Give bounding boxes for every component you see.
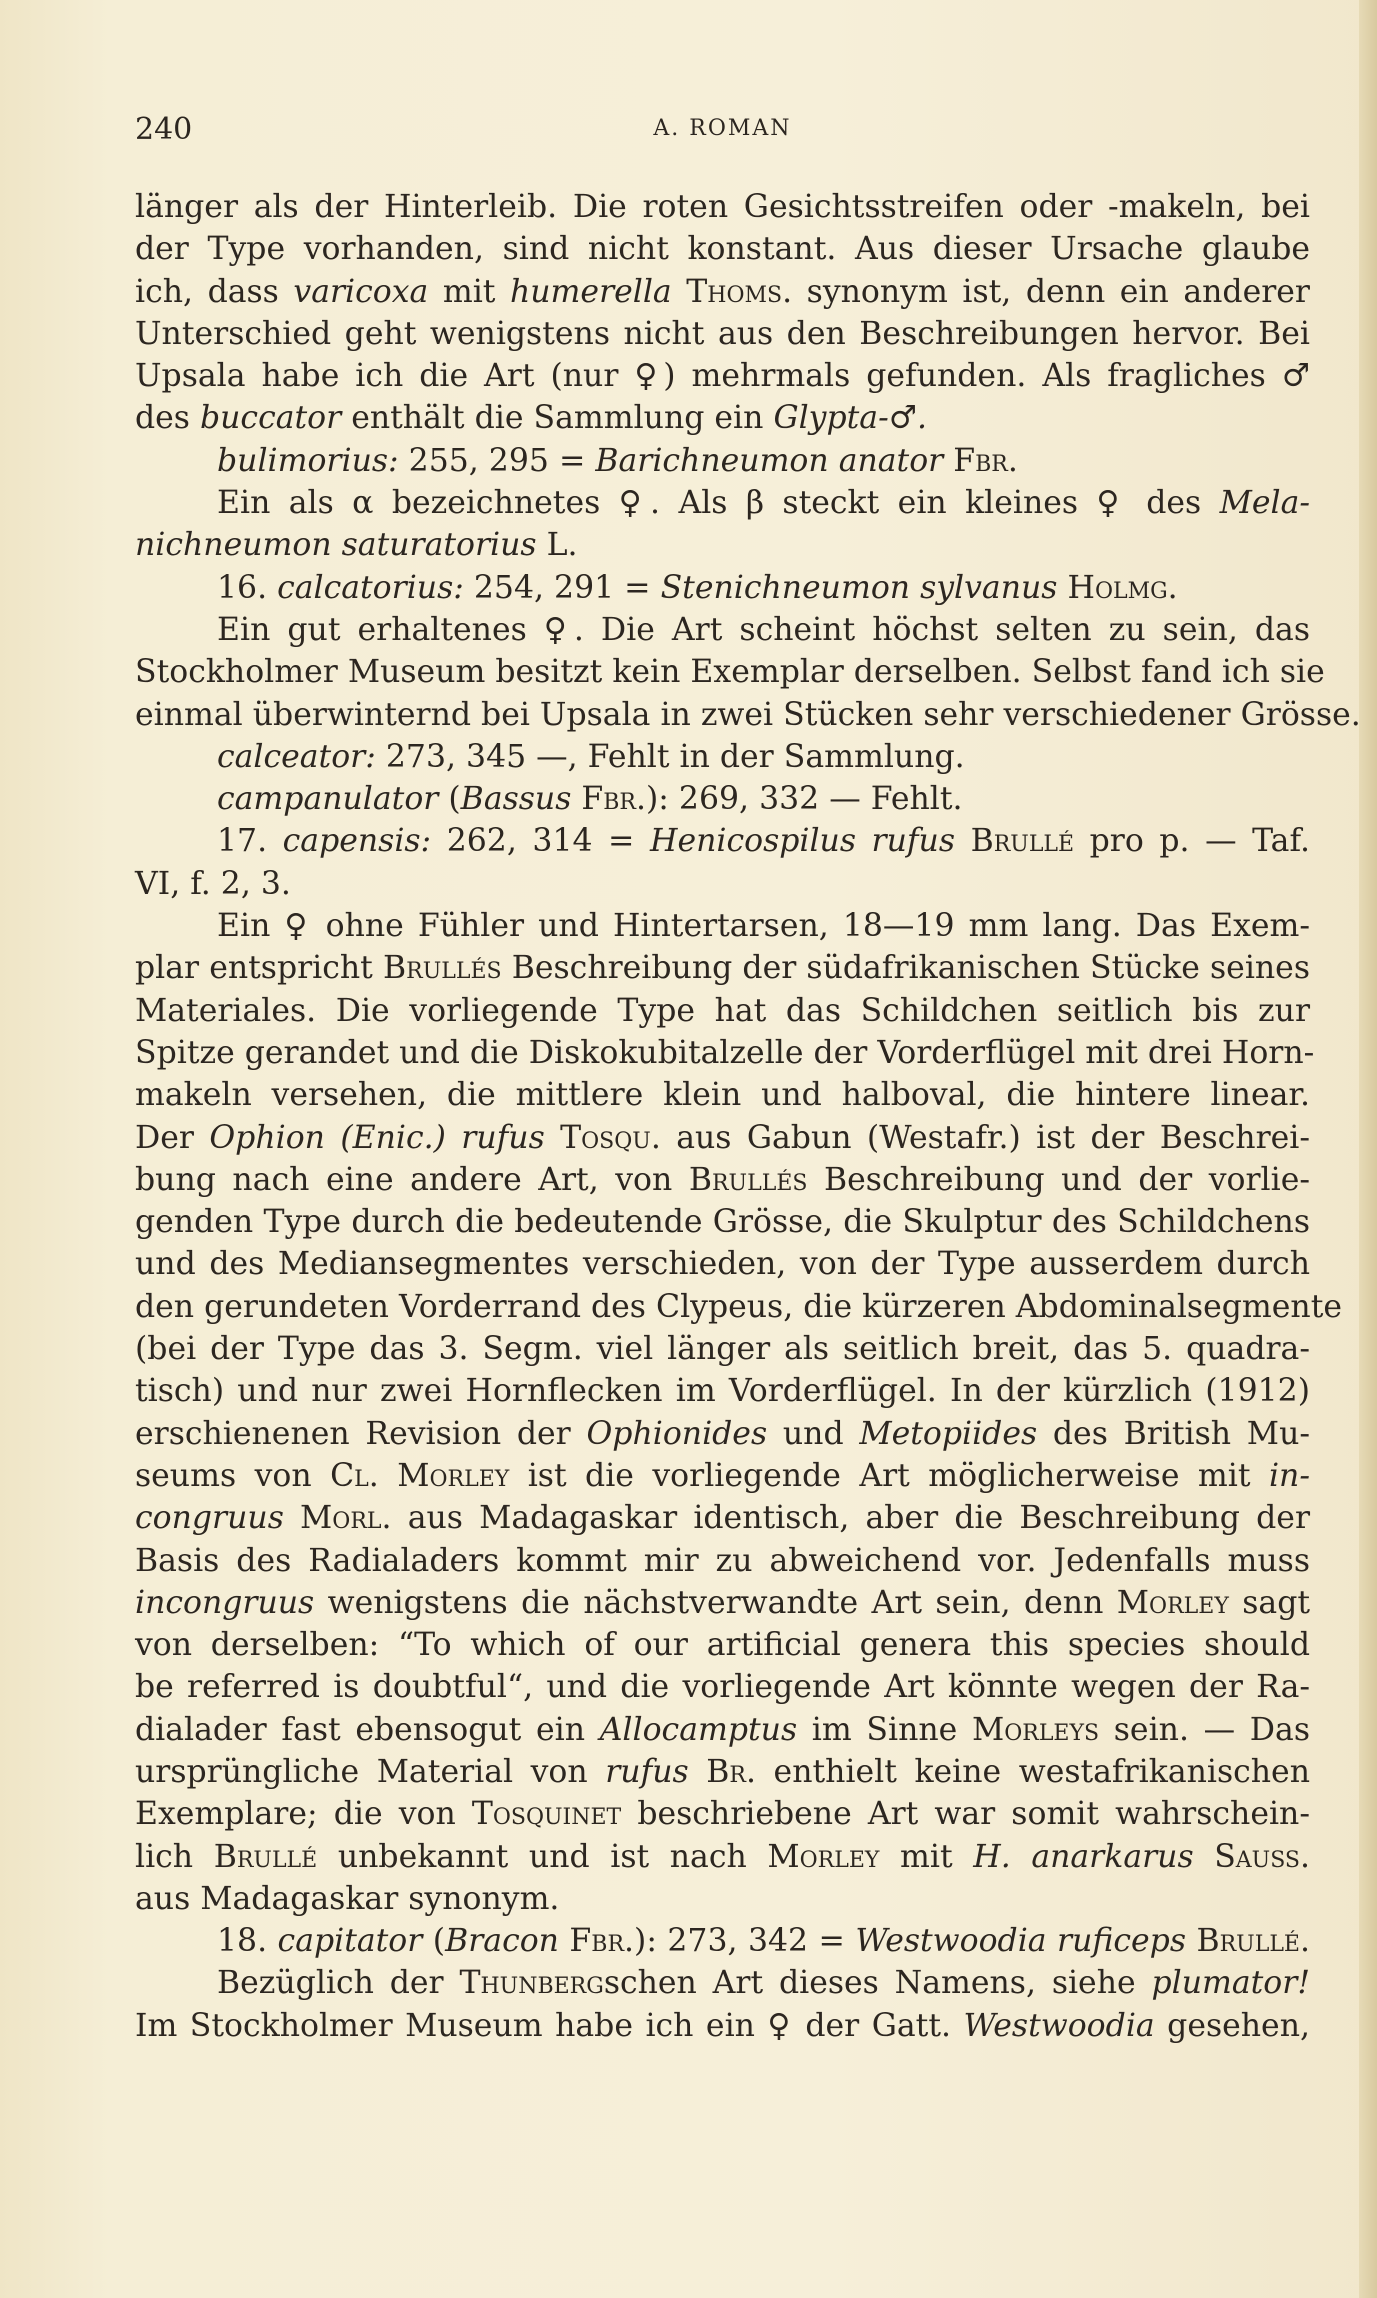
text-line <box>135 1074 1310 1116</box>
author-name: Morley <box>767 1838 880 1875</box>
italic-term: capensis: <box>282 823 432 860</box>
text-run: genden Type durch die bedeutende Grösse, die Skulptur des Schildchens <box>135 1204 1310 1241</box>
text-line <box>135 1962 1310 2004</box>
text-run: Im Stockholmer Museum habe ich ein ♀ der Gatt. <box>135 2007 964 2044</box>
text-line <box>135 694 1361 736</box>
page-header <box>135 112 1310 152</box>
text-run: erschienenen Revision der <box>135 1415 587 1452</box>
text-run: gesehen, <box>1154 2007 1310 2044</box>
italic-term: in- <box>1268 1457 1310 1494</box>
italic-term: campanulator <box>217 781 439 818</box>
text-line <box>135 1455 1310 1497</box>
text-line <box>135 1793 1310 1835</box>
text-line <box>135 1286 1342 1328</box>
text-run <box>571 781 581 817</box>
text-line <box>135 947 1310 989</box>
italic-term: Westwoodia <box>963 2007 1155 2044</box>
text-run: Spitze gerandet und die Diskokubitalzelle der Vorderflügel mit drei Horn- <box>135 1034 1315 1071</box>
text-run: ): 269, 332 — Fehlt. <box>646 781 963 818</box>
text-line <box>135 863 1310 905</box>
text-run: länger als der Hinterleib. Die roten Gesichtsstreifen oder -makeln, bei <box>135 189 1310 225</box>
italic-term: Ophionides <box>586 1415 768 1452</box>
text-run <box>284 1500 300 1536</box>
text-run: der Type vorhanden, sind nicht konstant. Aus dieser Ursache glaube <box>135 231 1310 268</box>
text-line <box>135 567 1310 609</box>
text-line <box>135 820 1310 862</box>
text-run: wenigstens die nächstverwandte Art sein, denn <box>314 1584 1117 1621</box>
text-run: Basis des Radialaders kommt mir zu abweichend vor. Jedenfalls muss <box>135 1542 1310 1579</box>
text-run: des British Mu- <box>1037 1415 1310 1452</box>
text-run: und des Mediansegmentes verschieden, von der Type ausserdem durch <box>135 1246 1310 1283</box>
text-line <box>135 905 1310 947</box>
text-run: ( <box>438 781 461 818</box>
text-line <box>135 271 1310 313</box>
text-run: be referred is doubtful“, und die vorliegende Art könnte wegen der Ra- <box>135 1669 1310 1706</box>
text-run: von derselben: “To which of our artificial genera this species should <box>135 1627 1310 1664</box>
text-run: im Sinne <box>797 1711 972 1748</box>
italic-term: Mela- <box>1219 485 1310 522</box>
text-line <box>135 228 1310 270</box>
text-run: unbekannt und ist nach <box>317 1838 768 1875</box>
text-line <box>135 736 1310 778</box>
text-line <box>135 482 1310 524</box>
text-run <box>1057 570 1067 606</box>
italic-term: Bassus <box>460 781 572 818</box>
italic-term: bulimorius: <box>217 442 399 479</box>
author-name: Brullé <box>213 1838 318 1875</box>
text-run: mit <box>428 273 510 310</box>
text-run: Beschreibung und der vorlie- <box>807 1161 1310 1198</box>
author-name: Fbr. <box>581 781 647 818</box>
text-run: einmal überwinternd bei Upsala in zwei Stücken sehr verschiedener Grösse. <box>135 696 1361 733</box>
text-run: aus Madagaskar synonym. <box>135 1880 560 1917</box>
italic-term: calcatorius: <box>277 569 464 606</box>
text-run: 18. <box>217 1923 278 1960</box>
italic-term: capitator <box>277 1923 423 1960</box>
text-run: makeln versehen, die mittlere klein und halboval, die hintere linear. <box>135 1077 1310 1114</box>
text-line <box>135 313 1310 355</box>
text-run: L. <box>536 527 578 564</box>
text-run <box>955 823 971 859</box>
text-run: VI, f. 2, 3. <box>135 865 291 902</box>
text-run: sagt <box>1228 1584 1311 1621</box>
text-line <box>135 1243 1310 1285</box>
text-run <box>689 1754 707 1790</box>
italic-term: varicoxa <box>293 273 429 310</box>
italic-term: rufus <box>605 1753 689 1790</box>
text-line <box>135 1836 1310 1878</box>
italic-term: plumator! <box>1151 1965 1310 2002</box>
text-line <box>135 1159 1310 1201</box>
text-line <box>135 524 1310 566</box>
text-run: synonym ist, denn ein anderer <box>792 273 1310 310</box>
italic-term: nichneumon saturatorius <box>135 527 537 564</box>
text-line <box>135 1328 1310 1370</box>
text-line <box>135 1032 1315 1074</box>
text-line <box>135 1709 1310 1751</box>
text-line <box>135 651 1325 693</box>
italic-term: Bracon <box>445 1923 559 1960</box>
page-number: 240 <box>135 112 193 147</box>
text-run: des <box>135 400 200 437</box>
text-run: Beschreibung der südafrikanischen Stücke seines <box>501 950 1310 987</box>
text-run: Der <box>135 1119 210 1156</box>
text-run: lich <box>135 1838 214 1875</box>
author-name: Brullés <box>688 1161 808 1198</box>
text-run: seums von <box>135 1457 331 1494</box>
italic-term: incongruus <box>135 1584 315 1621</box>
text-run <box>1186 1923 1196 1959</box>
text-run: ): 273, 342 = <box>634 1923 856 1960</box>
author-name: Morleys <box>971 1711 1100 1748</box>
text-run: (bei der Type das 3. Segm. viel länger als seitlich breit, das 5. quadra- <box>135 1331 1310 1368</box>
author-name: Br. <box>706 1753 756 1790</box>
text-line <box>135 440 1310 482</box>
text-run: aus Gabun (Westafr.) ist der Beschrei- <box>660 1119 1311 1156</box>
text-run: enthielt keine westafrikanischen <box>756 1753 1310 1790</box>
text-run: und <box>767 1415 860 1452</box>
author-name: Tosquinet <box>471 1796 622 1833</box>
italic-term: Westwoodia ruficeps <box>855 1923 1186 1960</box>
italic-term: Henicospilus rufus <box>650 823 956 860</box>
italic-term: humerella <box>509 273 672 310</box>
author-name: Fbr. <box>569 1923 635 1960</box>
text-run: 16. <box>217 569 278 606</box>
text-run: dialader fast ebensogut ein <box>135 1711 600 1748</box>
text-line <box>135 609 1310 651</box>
text-run: 17. <box>217 823 283 860</box>
text-run <box>545 1120 560 1156</box>
italic-term: Ophion (Enic.) rufus <box>209 1119 545 1156</box>
text-run: tisch) und nur zwei Hornflecken im Vorderflügel. In der kürzlich (1912) <box>135 1373 1310 1410</box>
text-run: schen Art dieses Namens, siehe <box>603 1965 1152 2002</box>
text-run: Exemplare; die von <box>135 1796 472 1833</box>
text-run: ist die vorliegende Art möglicherweise mit <box>509 1457 1269 1494</box>
text-run: Stockholmer Museum besitzt kein Exemplar derselben. Selbst fand ich sie <box>135 654 1325 691</box>
text-run: enthält die Sammlung ein <box>341 400 774 437</box>
text-run: ursprüngliche Material von <box>135 1753 606 1790</box>
text-run: bung nach eine andere Art, von <box>135 1161 689 1198</box>
text-line <box>135 778 1310 820</box>
page-edge <box>1359 0 1377 2298</box>
text-run: Ein als α bezeichnetes ♀. Als β steckt ein kleines ♀ des <box>217 485 1220 522</box>
text-line <box>135 1497 1310 1539</box>
text-run: Unterschied geht wenigstens nicht aus den Beschreibungen hervor. Bei <box>135 315 1310 352</box>
text-line <box>135 355 1310 397</box>
text-run <box>1194 1839 1215 1875</box>
text-run: aus Madagaskar identisch, aber die Beschreibung der <box>391 1500 1311 1537</box>
italic-term: buccator <box>199 400 342 437</box>
text-line <box>135 1878 1310 1920</box>
text-run: beschriebene Art war somit wahrschein- <box>621 1796 1310 1833</box>
italic-term: Glypta-♂. <box>773 400 927 437</box>
text-line <box>135 990 1310 1032</box>
text-line <box>135 1582 1310 1624</box>
text-run: 262, 314 = <box>431 823 650 860</box>
author-name: Fbr. <box>953 442 1018 479</box>
author-name: Morl. <box>300 1500 392 1537</box>
text-run: sein. — Das <box>1099 1711 1311 1748</box>
author-name: Morley <box>1116 1584 1229 1621</box>
text-line <box>135 1624 1310 1666</box>
text-line <box>135 1117 1310 1159</box>
text-line <box>135 1666 1310 1708</box>
author-name: Thoms. <box>686 273 793 310</box>
author-name: Cl. Morley <box>330 1457 510 1494</box>
text-line <box>135 2005 1310 2047</box>
text-run <box>559 1923 569 1959</box>
italic-term: Barichneumon anator <box>595 442 944 479</box>
running-title: A. ROMAN <box>653 116 792 141</box>
author-name: Tosqu. <box>560 1119 661 1156</box>
text-run: pro p. — Taf. <box>1074 823 1311 860</box>
text-run: Ein gut erhaltenes ♀. Die Art scheint höchst selten zu sein, das <box>217 611 1310 648</box>
text-run: mit <box>879 1838 974 1875</box>
text-run: 255, 295 = <box>398 442 596 479</box>
text-run: ( <box>422 1923 446 1960</box>
author-name: Thunberg <box>459 1965 604 2002</box>
text-run: ich, dass <box>135 273 294 310</box>
text-line <box>135 1920 1310 1962</box>
author-name: Brullé <box>970 823 1075 860</box>
author-name: Sauss. <box>1214 1838 1310 1875</box>
text-line <box>135 1751 1310 1793</box>
author-name: Brullé. <box>1196 1923 1310 1960</box>
text-run: plar entspricht <box>135 950 383 987</box>
text-run: 273, 345 —, Fehlt in der Sammlung. <box>375 738 965 775</box>
italic-term: H. anarkarus <box>973 1838 1194 1875</box>
author-name: Holmg. <box>1067 569 1178 606</box>
italic-term: calceator: <box>217 738 376 775</box>
text-line <box>135 1370 1310 1412</box>
italic-term: Stenichneumon sylvanus <box>660 569 1058 606</box>
text-line <box>135 1201 1310 1243</box>
text-run: Materiales. Die vorliegende Type hat das Schildchen seitlich bis zur <box>135 992 1310 1029</box>
text-line <box>135 1540 1310 1582</box>
text-run <box>943 443 953 479</box>
author-name: Brullés <box>382 950 502 987</box>
text-run: 254, 291 = <box>463 569 661 606</box>
italic-term: congruus <box>135 1500 284 1537</box>
text-run: Ein ♀ ohne Fühler und Hintertarsen, 18—19 mm lang. Das Exem- <box>217 908 1310 945</box>
text-run <box>672 274 687 310</box>
text-run: Bezüglich der <box>217 1965 460 2002</box>
body-text <box>135 186 1361 2047</box>
italic-term: Metopiides <box>859 1415 1038 1452</box>
italic-term: Allocamptus <box>599 1711 798 1748</box>
text-run: Upsala habe ich die Art (nur ♀) mehrmals gefunden. Als fragliches ♂ <box>135 358 1310 395</box>
text-line <box>135 1413 1310 1455</box>
text-run: den gerundeten Vorderrand des Clypeus, die kürzeren Abdominalsegmente <box>135 1288 1342 1325</box>
text-line <box>135 186 1310 228</box>
text-line <box>135 397 1310 439</box>
